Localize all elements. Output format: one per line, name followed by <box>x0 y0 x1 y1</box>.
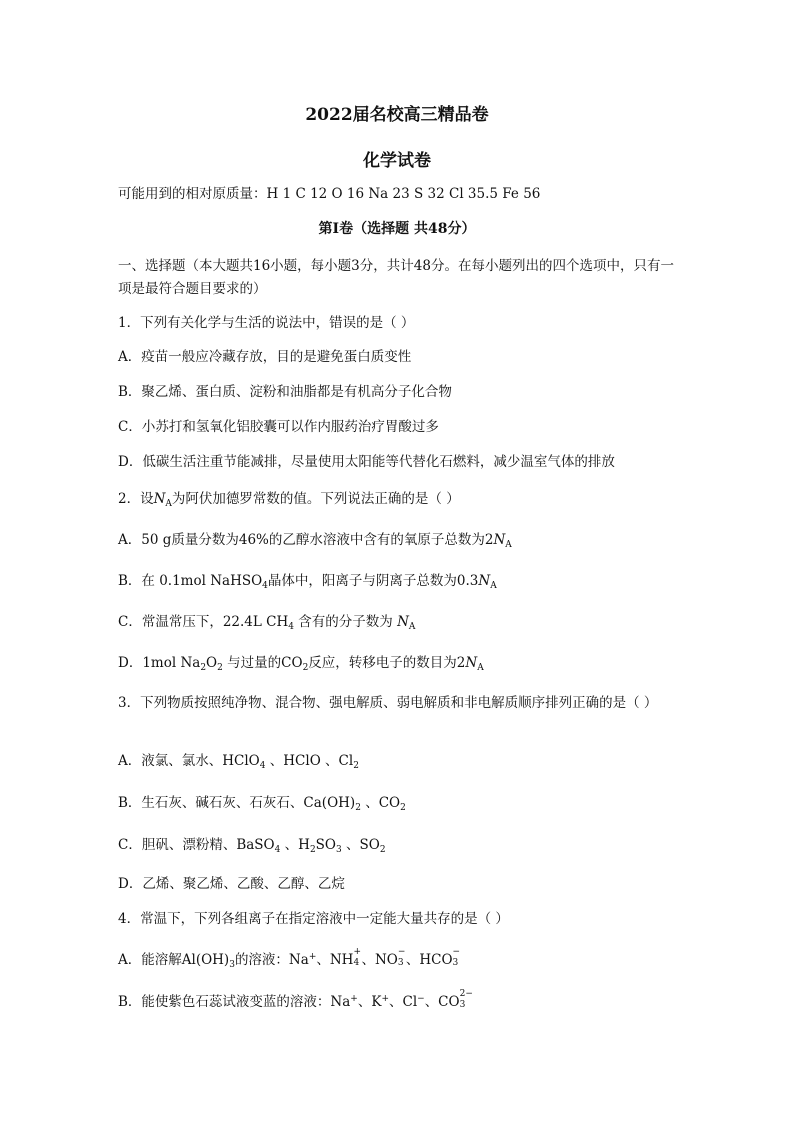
q4-a2: 的溶液：Na <box>234 952 309 968</box>
q2-d-text1: D．1mol Na <box>118 655 201 671</box>
q4-option-a <box>118 948 678 974</box>
na-symbol: N <box>465 655 478 671</box>
na-sub: A <box>477 663 484 673</box>
q3-stem: 3．下列物质按照纯净物、混合物、强电解质、弱电解质和非电解质顺序排列正确的是（ ） <box>118 695 658 711</box>
co3-sub: 3 <box>459 1000 466 1010</box>
hco3-ion-script <box>452 947 461 968</box>
q4-a-sup1: + <box>308 952 317 962</box>
q2-d-sub1: 2 <box>200 663 207 673</box>
nh4-ion-script <box>353 947 361 968</box>
q2-d-text4: 反应，转移电子的数目为2 <box>308 655 466 671</box>
q2-stem <box>118 490 678 513</box>
na-symbol: N <box>493 532 506 548</box>
exam-subject: 化学试卷 <box>363 151 431 171</box>
q3-option-c <box>118 836 678 859</box>
na-sub: A <box>165 499 172 509</box>
q2-d-text3: 与过量的CO <box>222 655 303 671</box>
q4-option-b <box>118 990 678 1011</box>
q1-option-d: D．低碳生活注重节能减排，尽量使用太阳能等代替化石燃料，减少温室气体的排放 <box>118 454 615 470</box>
q3-option-a <box>118 752 678 775</box>
q4-b3: 、Cl <box>388 994 418 1010</box>
q2-d-text2: O <box>206 655 218 671</box>
q3-c2: 、H <box>280 837 310 853</box>
na-symbol: N <box>153 491 166 507</box>
atomic-masses: 可能用到的相对原质量：H 1 C 12 O 16 Na 23 S 32 Cl 35.5 Fe 56 <box>118 186 541 202</box>
co3-sup: 2− <box>459 989 473 999</box>
q2-a-text: A．50 g质量分数为46%的乙醇水溶液中含有的氧原子总数为2 <box>118 532 494 548</box>
q4-b-sup2: + <box>381 994 389 1004</box>
q3-b-sub2: 2 <box>400 803 406 813</box>
q1-option-b: B．聚乙烯、蛋白质、淀粉和油脂都是有机高分子化合物 <box>118 384 452 400</box>
q1-option-c: C．小苏打和氢氧化铝胶囊可以作内服药治疗胃酸过多 <box>118 419 439 435</box>
q2-b-text2: 晶体中，阳离子与阴离子总数为0.3 <box>267 573 479 589</box>
hco3-sub: 3 <box>452 958 459 968</box>
q3-c-sub4: 2 <box>379 845 386 855</box>
q4-a4: 、NO <box>361 952 398 968</box>
na-symbol: N <box>397 614 409 630</box>
q3-a-sub: 4 <box>259 761 266 771</box>
no3-ion-script <box>397 947 406 968</box>
na-symbol: N <box>478 573 491 589</box>
q2-b-sub: 4 <box>262 581 268 591</box>
q3-a2: 、HClO 、Cl <box>265 753 354 769</box>
na-sub: A <box>408 622 416 632</box>
no3-sup: − <box>397 947 406 957</box>
q3-a1: A．液氯、氯水、HClO <box>118 753 260 769</box>
q2-option-c <box>118 613 678 636</box>
q2-c-text1: C．常温常压下，22.4L CH <box>118 614 289 630</box>
q4-stem: 4．常温下，下列各组离子在指定溶液中一定能大量共存的是（ ） <box>118 911 509 927</box>
q4-a3: 、NH <box>316 952 354 968</box>
q3-c1: C．胆矾、漂粉精、BaSO <box>118 837 275 853</box>
q4-b2: 、K <box>357 994 382 1010</box>
q2-b-text1: B．在 0.1mol NaHSO <box>118 573 263 589</box>
q3-c-sub: 4 <box>274 845 281 855</box>
q3-c4: 、SO <box>341 837 380 853</box>
exam-title: 2022届名校高三精品卷 <box>305 105 489 125</box>
section-heading: 第Ⅰ卷（选择题 共48分） <box>318 221 476 237</box>
q1-option-a: A．疫苗一般应冷藏存放，目的是避免蛋白质变性 <box>118 349 412 365</box>
q2-c-sub: 4 <box>288 622 294 632</box>
q4-a5: 、HCO <box>405 952 453 968</box>
co3-ion-script <box>459 989 473 1010</box>
q4-a-sub: 3 <box>229 960 235 970</box>
q3-b2: 、CO <box>360 795 401 811</box>
q2-d-sub2: 2 <box>217 663 223 673</box>
q3-b1: B．生石灰、碱石灰、石灰石、Ca(OH) <box>118 795 356 811</box>
q2-d-sub3: 2 <box>302 663 309 673</box>
nh4-sup: + <box>353 947 361 957</box>
q2-option-b <box>118 572 678 595</box>
q4-a1: A．能溶解Al(OH) <box>118 952 230 968</box>
q3-c-sub3: 3 <box>336 845 342 855</box>
q2-option-a <box>118 531 678 554</box>
no3-sub: 3 <box>397 958 404 968</box>
q4-b-sup3: − <box>417 994 425 1004</box>
q2-stem-pre: 2．设 <box>118 491 154 507</box>
nh4-sub: 4 <box>353 958 360 968</box>
q2-stem-post: 为阿伏加德罗常数的值。下列说法正确的是（ ） <box>171 491 460 507</box>
q3-c-sub2: 2 <box>309 845 316 855</box>
q3-a-sub2: 2 <box>353 761 359 771</box>
q2-c-text2: 含有的分子数为 <box>293 614 398 630</box>
q3-c3: SO <box>315 837 336 853</box>
hco3-sup: − <box>452 947 461 957</box>
na-sub: A <box>490 581 497 591</box>
q2-option-d <box>118 654 678 677</box>
q3-b-sub: 2 <box>355 803 361 813</box>
na-sub: A <box>505 540 512 550</box>
q1-stem: 1．下列有关化学与生活的说法中，错误的是（ ） <box>118 315 415 331</box>
section-intro: 一、选择题（本大题共16小题，每小题3分，共计48分。在每小题列出的四个选项中，只有一项是最符合题目要求的） <box>118 258 674 297</box>
q3-option-d: D．乙烯、聚乙烯、乙酸、乙醇、乙烷 <box>118 876 345 892</box>
q4-b1: B．能使紫色石蕊试液变蓝的溶液：Na <box>118 994 351 1010</box>
q4-b-sup1: + <box>350 994 358 1004</box>
q4-b4: 、CO <box>424 994 460 1010</box>
q3-option-b <box>118 794 678 817</box>
